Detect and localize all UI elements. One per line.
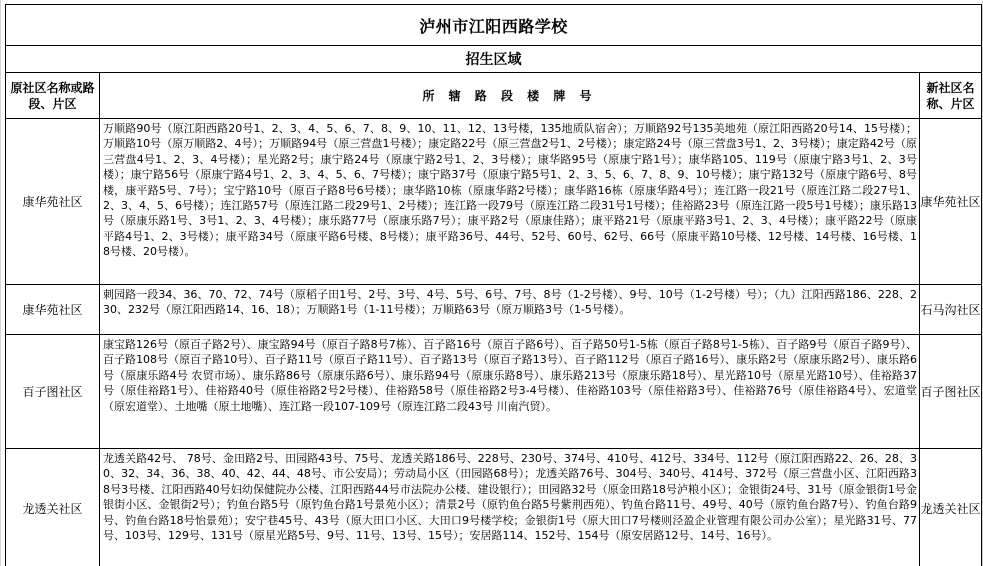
table-row — [6, 449, 982, 566]
table-row — [6, 335, 982, 449]
address-cell[interactable]: 万顺路90号（原江阳西路20号1、2、3、4、5、6、7、8、9、10、11、12、13号楼，135地质队宿舍）；万顺路92号135美地苑（原江阳西路20号14、15号楼）；万顺路10号（原万顺路2、4号）；万顺路94号（原三营盘1号楼）；康定路22号（原三营盘2号1、2号楼）；康定路24号（原三营盘3号1、2、3号楼）；康定路42号（原三营盘4号1、2、3、4号楼）；星光路2号；康宁路24号（原康宁路2号1、2、3号楼）；康华路95号（原康宁路1号）；康华路105、119号（原康宁路3号1、2、3号楼）；康宁路56号（原康宁路4号1、2、3、4、5、6、7号楼）；康宁路37号（原康宁路5号1、2、3、5、6、7、8、9、10号楼）；康宁路132号（原康宁路6号、8号楼，康平路5号、7号）；宝宁路10号（原百子路8号6号楼）；康华路10栋（原康华路2号楼）；康华路16栋（原康华路4号）；连江路一段21号（原连江路二段27号1、2、3、4、5、6号楼）；连江路57号（原连江路二段29号1、2号楼）；连江路一段79号（原连江路二段31号1号楼）；佳裕路23号（原连江路一段5号1号楼）；康乐路13号（原康乐路1号、3号1、2、3、4号楼）；康乐路77号（原康乐路7号）；康平路2号（原康佳路）；康平路21号（原康平路3号1、2、3、4号楼）；康平路22号（原康平路4号1、2、3号楼）；康平路34号（原康平路6号楼、8号楼）；康平路36号、44号、52号、60号、62号、66号（原康平路10号楼、12号楼、14号楼、16号楼、18号楼、20号楼）。 — [100, 119, 920, 285]
section-title[interactable]: 招生区域 — [6, 46, 982, 73]
new-area-cell[interactable]: 康华苑社区 — [920, 119, 982, 285]
header-new-area[interactable]: 新社区名称、片区 — [920, 73, 982, 119]
old-area-cell[interactable]: 百子图社区 — [6, 335, 100, 449]
old-area-cell[interactable]: 龙透关社区 — [6, 449, 100, 566]
header-old-area[interactable]: 原社区名称或路段、片区 — [6, 73, 100, 119]
address-cell[interactable]: 康宝路126号（原百子路2号）、康宝路94号（原百子路8号7栋）、百子路16号（原百子路6号）、百子路50号1-5栋（原百子路8号1-5栋）、百子路9号（原百子路9号）、百子路108号（原百子路10号）、百子路11号（原百子路11号）、百子路13号（原百子路13号）、百子路112号（原百子路16号）、康乐路2号（原康乐路2号）、康乐路6号（原康乐路4号 农贸市场）、康乐路86号（原康乐路6号）、康乐路94号（原康乐路8号）、康乐路213号（原康乐路18号）、星光路10号（原星光路10号）、佳裕路37号（原佳裕路1号）、佳裕路40号（原佳裕路2号2号楼）、佳裕路58号（原佳裕路2号3-4号楼）、佳裕路103号（原佳裕路3号）、佳裕路76号（原佳裕路4号）、宏道堂（原宏道堂）、土地嘴（原土地嘴）、连江路一段107-109号（原连江路二段43号 川南汽贸）。 — [100, 335, 920, 449]
table-row — [6, 119, 982, 285]
enrollment-area-table — [5, 4, 982, 566]
old-area-cell[interactable]: 康华苑社区 — [6, 285, 100, 335]
old-area-cell[interactable]: 康华苑社区 — [6, 119, 100, 285]
school-title[interactable]: 泸州市江阳西路学校 — [6, 5, 982, 46]
new-area-cell[interactable]: 石马沟社区 — [920, 285, 982, 335]
address-cell[interactable]: 刺园路一段34、36、70、72、74号（原稻子田1号、2号、3号、4号、5号、6号、7号、8号（1-2号楼）、9号、10号（1-2号楼）号）；（九）江阳西路186、228、230、232号（原江阳西路14、16、18）；万顺路1号（1-11号楼）；万顺路63号（原万顺路3号（1-5号楼）。 — [100, 285, 920, 335]
address-cell[interactable]: 龙透关路42号、 78号、金田路2号、田园路43号、75号、龙透关路186号、228号、230号、374号、410号、412号、334号、112号（原江阳西路22、26、28、30、32、34、36、38、40、42、44、48号、市公安局）；劳动局小区（田园路68号）；龙透关路76号、304号、340号、414号、372号（原三营盘小区、江阳西路38号3号楼、江阳西路40号妇幼保健院办公楼、江阳西路44号市法院办公楼、建设银行）；田园路32号（原金田路18号泸粮小区）；金银街24号、31号（原金银街1号金银街小区、金银街2号）；钓鱼台路5号（原钓鱼台路1号景苑小区）；清景2号（原钓鱼台路5号紫荆西苑）、钓鱼台路11号、49号、40号（原钓鱼台路7号）、钓鱼台路9号、钓鱼台路18号怡景苑）；安宁巷45号、43号（原大田口小区、大田口9号楼学校；金银街1号（原大田口7号楼则泾盈企业管理有限公司办公室）；星光路31号、77号、103号、129号、131号（原星光路5号、9号、11号、13号、15号）；安居路114、152号、154号（原安居路12号、14号、16号）。 — [100, 449, 920, 566]
new-area-cell[interactable]: 百子图社区 — [920, 335, 982, 449]
new-area-cell[interactable]: 龙透关社区 — [920, 449, 982, 566]
header-addresses[interactable]: 所 辖 路 段 楼 牌 号 — [100, 73, 920, 119]
table-row — [6, 285, 982, 335]
